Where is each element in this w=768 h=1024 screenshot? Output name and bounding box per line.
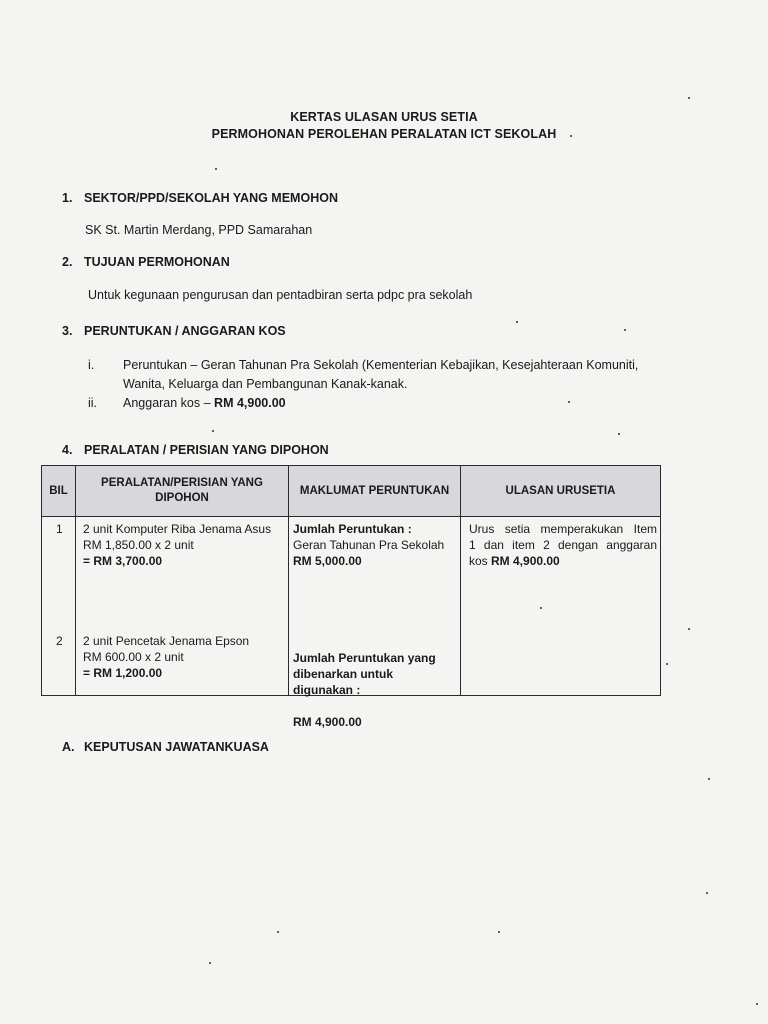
- row-1-total: = RM 3,700.00: [83, 554, 163, 568]
- row-2-item: [83, 633, 249, 681]
- scan-speck: [498, 931, 500, 933]
- list-marker: ii.: [88, 396, 98, 410]
- row-1-bil: 1: [56, 522, 63, 536]
- section-2-heading: [62, 255, 230, 269]
- table-header-row: [42, 466, 661, 517]
- remarks-line2: 1 dan item 2 dengan anggaran: [469, 538, 657, 552]
- allocation-label: Jumlah Peruntukan :: [293, 522, 412, 536]
- header-remarks: ULASAN URUSETIA: [461, 466, 661, 517]
- scan-speck: [540, 607, 542, 609]
- bil-cell: [42, 517, 76, 696]
- scan-speck: [618, 433, 620, 435]
- equipment-table: [41, 465, 661, 729]
- section-title: PERUNTUKAN / ANGGARAN KOS: [84, 324, 286, 338]
- scan-speck: [209, 962, 211, 964]
- remarks-amount: RM 4,900.00: [491, 554, 560, 568]
- section-title: SEKTOR/PPD/SEKOLAH YANG MEMOHON: [84, 191, 338, 205]
- document-title-line2: PERMOHONAN PEROLEHAN PERALATAN ICT SEKOLAH: [211, 127, 557, 141]
- header-item: [76, 466, 289, 517]
- section-4-heading: [62, 443, 329, 457]
- header-bil: BIL: [42, 466, 76, 517]
- scan-speck: [212, 430, 214, 432]
- scan-speck: [688, 628, 690, 630]
- section-number: 3.: [62, 324, 73, 338]
- scan-speck: [568, 401, 570, 403]
- section-number: 2.: [62, 255, 73, 269]
- remarks-text: [469, 521, 657, 569]
- scan-speck: [516, 321, 518, 323]
- section-marker: A.: [62, 740, 75, 754]
- allowed-label-line2: dibenarkan untuk: [293, 667, 394, 681]
- scan-speck: [756, 1003, 758, 1005]
- remarks-line3: [469, 553, 657, 569]
- row-2-total: = RM 1,200.00: [83, 666, 163, 680]
- scan-speck: [708, 778, 710, 780]
- allocation-source: Geran Tahunan Pra Sekolah: [293, 538, 445, 552]
- scan-speck: [624, 329, 626, 331]
- row-1-line2: RM 1,850.00 x 2 unit: [83, 538, 194, 552]
- row-2-line1: 2 unit Pencetak Jenama Epson: [83, 634, 250, 648]
- header-item-line2: DIPOHON: [155, 492, 209, 504]
- allocation-source-line1: Peruntukan – Geran Tahunan Pra Sekolah (Kementerian Kebajikan, Kesejahteraan Komuniti,: [123, 358, 639, 372]
- table-row: [42, 517, 661, 696]
- scan-speck: [706, 892, 708, 894]
- remarks-prefix: kos: [469, 554, 492, 568]
- section-2-body: Untuk kegunaan pengurusan dan pentadbiran serta pdpc pra sekolah: [88, 288, 473, 302]
- row-2-line2: RM 600.00 x 2 unit: [83, 650, 184, 664]
- allocation-cell: [289, 517, 461, 729]
- scan-speck: [666, 663, 668, 665]
- row-2-bil: 2: [56, 634, 63, 648]
- estimated-cost-amount: RM 4,900.00: [214, 396, 286, 410]
- estimated-cost-label: Anggaran kos –: [123, 396, 215, 410]
- row-1-line1: 2 unit Komputer Riba Jenama Asus: [83, 522, 272, 536]
- section-number: 4.: [62, 443, 73, 457]
- allocation-source-line2: Wanita, Keluarga dan Pembangunan Kanak-kanak.: [123, 377, 408, 391]
- item-cell: [76, 517, 289, 696]
- section-number: 1.: [62, 191, 73, 205]
- section-title: PERALATAN / PERISIAN YANG DIPOHON: [84, 443, 329, 457]
- header-item-line1: PERALATAN/PERISIAN YANG: [101, 477, 263, 489]
- allocation-amount: RM 5,000.00: [293, 554, 362, 568]
- allowed-label-line3: digunakan :: [293, 683, 361, 697]
- scan-speck: [688, 97, 690, 99]
- section-title: TUJUAN PERMOHONAN: [84, 255, 230, 269]
- section-1-heading: [62, 191, 338, 205]
- section-1-body: SK St. Martin Merdang, PPD Samarahan: [85, 223, 313, 237]
- remarks-cell: [461, 517, 661, 696]
- allowed-label-line1: Jumlah Peruntukan yang: [293, 651, 436, 665]
- header-allocation: MAKLUMAT PERUNTUKAN: [289, 466, 461, 517]
- estimated-cost: [123, 396, 286, 410]
- allowed-amount: RM 4,900.00: [293, 715, 362, 729]
- scan-speck: [277, 931, 279, 933]
- scan-speck: [215, 168, 217, 170]
- section-3-heading: [62, 324, 286, 338]
- row-1-item: [83, 521, 271, 569]
- allocation-block-2: [293, 650, 436, 698]
- list-marker: i.: [88, 358, 95, 372]
- decision-heading: [62, 740, 269, 754]
- document-title-line1: KERTAS ULASAN URUS SETIA: [290, 110, 478, 124]
- section-title: KEPUTUSAN JAWATANKUASA: [84, 740, 269, 754]
- remarks-line1: Urus setia memperakukan Item: [469, 522, 657, 536]
- allocation-block-1: [293, 521, 444, 569]
- scan-speck: [570, 135, 572, 137]
